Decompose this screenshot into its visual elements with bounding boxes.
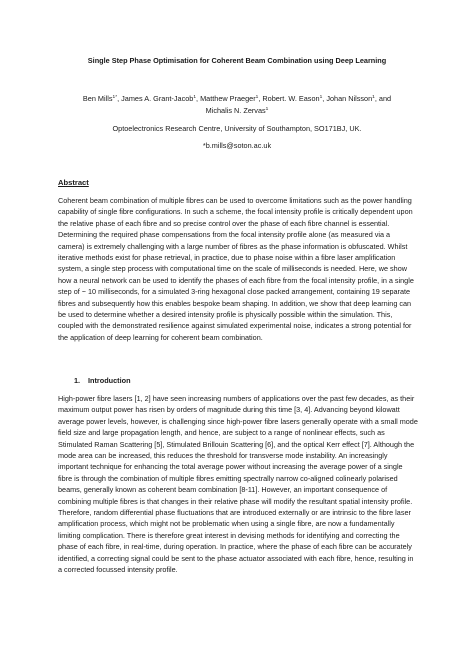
corresponding-email: *b.mills@soton.ac.uk bbox=[202, 141, 272, 150]
author-separator: , bbox=[196, 94, 201, 103]
author-affiliation-mark: 1 bbox=[319, 95, 323, 100]
author-affiliation-mark: 1 bbox=[193, 95, 197, 100]
author-affiliation-mark: 1* bbox=[112, 95, 118, 100]
author-name: Robert. W. Eason bbox=[262, 94, 320, 103]
author-name: Ben Mills bbox=[82, 94, 113, 103]
author-name: Johan Nilsson bbox=[326, 94, 373, 103]
section-title: Introduction bbox=[88, 376, 131, 385]
author-name: Matthew Praeger bbox=[200, 94, 256, 103]
section-number: 1. bbox=[74, 376, 81, 385]
author-separator: , and bbox=[374, 94, 392, 103]
abstract-heading: Abstract bbox=[58, 178, 89, 187]
author-name: James A. Grant-Jacob bbox=[121, 94, 194, 103]
author-affiliation-mark: 1 bbox=[255, 95, 259, 100]
author-list bbox=[30, 93, 444, 117]
author-separator: , bbox=[258, 94, 263, 103]
introduction-text: High-power fibre lasers [1, 2] have seen increasing numbers of applications over the past few decades, as their maximum output power has risen by orders of magnitude during this time [3, 4]. Advancing beyond kilowatt average power levels, however, is challenging since high-power fibre lasers generally operate with a small mode field size and large propagation length, and hence, are subject to a range of nonlinear effects, such as Stimulated Raman Scattering [5], Stimulated Brillouin Scattering [6], and the optical Kerr effect [7]. Although the mode area can be increased, this reduces the threshold for transverse mode instability. An increasingly important technique for enhancing the total average power without increasing the average power of a single fibre is through the combination of multiple fibres emitting spectrally narrow co-aligned colinearly polarised beams, generally known as coherent beam combination [8-11]. However, an important consequence of combining multiple fibres is that changes in their relative phase will modify the resultant spatial intensity profile. Therefore, random differential phase fluctuations that are introduced externally or are intrinsic to the fibre laser amplification process, which might not be problematic when using a single fibre, are now a fundamentally limiting complication. There is therefore great interest in devising methods for identifying and correcting the phase of each fibre, in real-time, during operation. In practice, where the phase of each fibre can be accurately identified, a correcting signal could be sent to the phase actuator associated with each fibre, hence, resulting in a corrected focussed intensity profile. bbox=[58, 394, 418, 575]
paper-title: Single Step Phase Optimisation for Coherent Beam Combination using Deep Learning bbox=[87, 56, 387, 65]
author-name: Michalis N. Zervas bbox=[205, 106, 266, 115]
author-affiliation-mark: 1 bbox=[372, 95, 375, 100]
author-separator: , bbox=[117, 94, 122, 103]
author-affiliation-mark: 1 bbox=[265, 107, 269, 112]
abstract-text: Coherent beam combination of multiple fibres can be used to overcome limitations such as the power handling capability of single fibre configurations. In such a scheme, the focal intensity profile is critically dependent upon the relative phase of each fibre and so precise control over the phase of each fibre channel is essential. Determining the required phase compensations from the focal intensity profile alone (as measured via a camera) is extremely challenging with a large number of fibres as the phase information is obfuscated. Whilst iterative methods exist for phase retrieval, in practice, due to phase noise within a fibre laser amplification system, a single step process with computational time on the scale of milliseconds is needed. Here, we show how a neural network can be used to identify the phases of each fibre from the focal intensity profile, in a single step of ~ 10 milliseconds, for a simulated 3-ring hexagonal close packed arrangement, containing 19 separate fibres and subsequently how this enables bespoke beam shaping. In addition, we show that deep learning can be used to determine whether a desired intensity profile is physically possible within the simulation. This, coupled with the demonstrated resilience against simulated experimental noise, indicates a strong potential for the application of deep learning for coherent beam combination. bbox=[58, 196, 414, 342]
author-affiliation: Optoelectronics Research Centre, University of Southampton, SO171BJ, UK. bbox=[112, 124, 362, 133]
author-separator: , bbox=[322, 94, 327, 103]
section-heading-introduction bbox=[74, 376, 131, 385]
